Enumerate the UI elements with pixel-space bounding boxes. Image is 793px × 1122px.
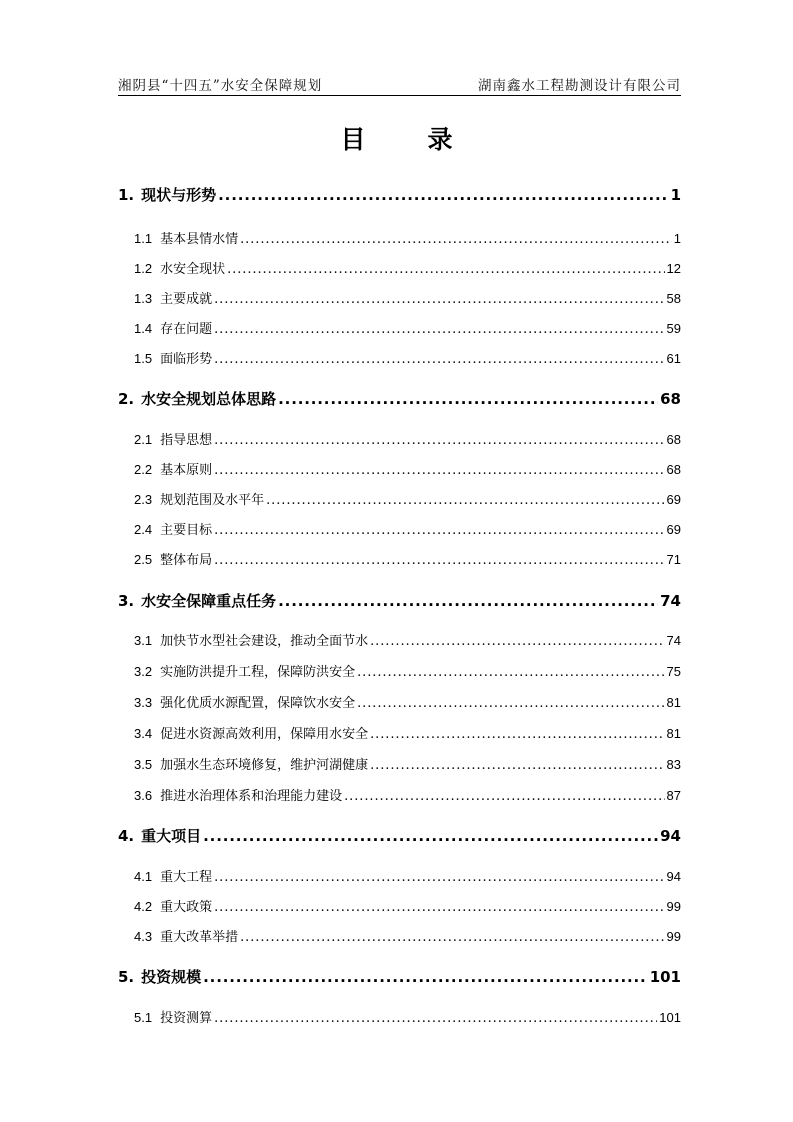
toc-number: 2.4 bbox=[134, 522, 153, 537]
toc-title: 重大改革举措 bbox=[160, 930, 239, 945]
toc-leader bbox=[344, 789, 664, 804]
toc-number: 5.1 bbox=[134, 1010, 153, 1025]
toc-page: 83 bbox=[666, 757, 681, 772]
toc-leader bbox=[218, 186, 668, 204]
toc-title: 主要目标 bbox=[160, 523, 213, 538]
toc-page: 58 bbox=[666, 291, 681, 306]
toc-leader bbox=[214, 463, 664, 478]
toc-page: 1 bbox=[670, 186, 681, 204]
toc-leader bbox=[278, 390, 658, 408]
toc-leader bbox=[240, 232, 672, 247]
toc-entry[interactable] bbox=[118, 896, 681, 915]
toc-title: 面临形势 bbox=[160, 352, 213, 367]
header-company-name: 湖南鑫水工程勘测设计有限公司 bbox=[478, 78, 681, 94]
toc-number: 1. bbox=[118, 186, 135, 204]
toc-leader bbox=[370, 727, 664, 742]
toc-leader bbox=[357, 696, 664, 711]
toc-title: 水安全现状 bbox=[160, 262, 226, 277]
toc-page: 101 bbox=[649, 968, 681, 986]
toc-entry[interactable] bbox=[118, 692, 681, 711]
toc-page: 81 bbox=[666, 695, 681, 710]
toc-leader bbox=[278, 592, 658, 610]
toc-title: 存在问题 bbox=[160, 322, 213, 337]
toc-title: 水安全规划总体思路 bbox=[141, 390, 277, 408]
toc-page: 81 bbox=[666, 726, 681, 741]
toc-number: 2.1 bbox=[134, 432, 153, 447]
toc-entry[interactable] bbox=[118, 459, 681, 478]
toc-page: 68 bbox=[666, 462, 681, 477]
toc-entry[interactable] bbox=[118, 258, 681, 277]
toc-title: 促进水资源高效利用，保障用水安全 bbox=[160, 727, 369, 742]
header-document-title: 湘阴县“十四五”水安全保障规划 bbox=[118, 78, 323, 94]
toc-title: 加快节水型社会建设，推动全面节水 bbox=[160, 634, 369, 649]
page-title: 目录 bbox=[340, 125, 515, 154]
toc-number: 4.3 bbox=[134, 929, 153, 944]
toc-entry[interactable] bbox=[118, 388, 681, 409]
toc-title: 重大项目 bbox=[141, 827, 202, 845]
toc-entry[interactable] bbox=[118, 825, 681, 846]
toc-page: 69 bbox=[666, 492, 681, 507]
toc-number: 2.2 bbox=[134, 462, 153, 477]
toc-leader bbox=[214, 292, 664, 307]
toc-leader bbox=[214, 900, 664, 915]
toc-number: 4.2 bbox=[134, 899, 153, 914]
toc-number: 4.1 bbox=[134, 869, 153, 884]
toc-page: 68 bbox=[666, 432, 681, 447]
toc-number: 5. bbox=[118, 968, 135, 986]
toc-title: 重大工程 bbox=[160, 870, 213, 885]
toc-leader bbox=[227, 262, 664, 277]
toc-page: 101 bbox=[659, 1010, 681, 1025]
header-divider bbox=[118, 95, 681, 96]
toc-page: 69 bbox=[666, 522, 681, 537]
toc-page: 74 bbox=[660, 592, 681, 610]
toc-number: 1.3 bbox=[134, 291, 153, 306]
toc-entry[interactable] bbox=[118, 318, 681, 337]
toc-title: 加强水生态环境修复，维护河湖健康 bbox=[160, 758, 369, 773]
toc-number: 3.2 bbox=[134, 664, 153, 679]
toc-entry[interactable] bbox=[118, 519, 681, 538]
toc-entry[interactable] bbox=[118, 754, 681, 773]
toc-number: 2.3 bbox=[134, 492, 153, 507]
toc-title: 投资规模 bbox=[141, 968, 202, 986]
toc-page: 12 bbox=[666, 261, 681, 276]
toc-leader bbox=[214, 433, 664, 448]
toc-page: 68 bbox=[660, 390, 681, 408]
toc-leader bbox=[203, 827, 658, 845]
toc-page: 71 bbox=[666, 552, 681, 567]
toc-title: 水安全保障重点任务 bbox=[141, 592, 277, 610]
toc-page: 59 bbox=[666, 321, 681, 336]
toc-page: 94 bbox=[660, 827, 681, 845]
toc-title: 指导思想 bbox=[160, 433, 213, 448]
toc-entry[interactable] bbox=[118, 228, 681, 247]
toc-entry[interactable] bbox=[118, 429, 681, 448]
toc-number: 1.5 bbox=[134, 351, 153, 366]
toc-leader bbox=[370, 634, 664, 649]
toc-leader bbox=[214, 553, 664, 568]
toc-title: 现状与形势 bbox=[141, 186, 217, 204]
toc-leader bbox=[214, 523, 664, 538]
toc-number: 1.1 bbox=[134, 231, 153, 246]
toc-entry[interactable] bbox=[118, 489, 681, 508]
toc-page: 74 bbox=[666, 633, 681, 648]
toc-entry[interactable] bbox=[118, 926, 681, 945]
toc-leader bbox=[214, 322, 664, 337]
toc-number: 4. bbox=[118, 827, 135, 845]
toc-number: 1.2 bbox=[134, 261, 153, 276]
toc-title: 基本县情水情 bbox=[160, 232, 239, 247]
toc-title: 基本原则 bbox=[160, 463, 213, 478]
toc-page: 61 bbox=[666, 351, 681, 366]
toc-title: 推进水治理体系和治理能力建设 bbox=[160, 789, 343, 804]
toc-title: 规划范围及水平年 bbox=[160, 493, 265, 508]
toc-leader bbox=[357, 665, 664, 680]
toc-number: 3.6 bbox=[134, 788, 153, 803]
toc-leader bbox=[266, 493, 664, 508]
toc-title: 强化优质水源配置，保障饮水安全 bbox=[160, 696, 356, 711]
toc-number: 2.5 bbox=[134, 552, 153, 567]
toc-leader bbox=[370, 758, 664, 773]
toc-number: 1.4 bbox=[134, 321, 153, 336]
toc-leader bbox=[214, 352, 664, 367]
toc-leader bbox=[203, 968, 648, 986]
toc-number: 3. bbox=[118, 592, 135, 610]
toc-number: 3.3 bbox=[134, 695, 153, 710]
toc-number: 2. bbox=[118, 390, 135, 408]
toc-number: 3.1 bbox=[134, 633, 153, 648]
toc-page: 75 bbox=[666, 664, 681, 679]
toc-entry[interactable] bbox=[118, 661, 681, 680]
toc-title: 实施防洪提升工程，保障防洪安全 bbox=[160, 665, 356, 680]
toc-entry[interactable] bbox=[118, 723, 681, 742]
toc-title: 主要成就 bbox=[160, 292, 213, 307]
toc-entry[interactable] bbox=[118, 590, 681, 611]
toc-entry[interactable] bbox=[118, 630, 681, 649]
toc-entry[interactable] bbox=[118, 288, 681, 307]
toc-title: 整体布局 bbox=[160, 553, 213, 568]
header-bar bbox=[118, 74, 681, 94]
toc-leader bbox=[214, 870, 664, 885]
toc-page: 1 bbox=[673, 231, 681, 246]
toc-page: 94 bbox=[666, 869, 681, 884]
toc-number: 3.5 bbox=[134, 757, 153, 772]
toc-leader bbox=[214, 1011, 657, 1026]
toc-entry[interactable] bbox=[118, 184, 681, 205]
toc-number: 3.4 bbox=[134, 726, 153, 741]
toc-entry[interactable] bbox=[118, 549, 681, 568]
toc-title: 投资测算 bbox=[160, 1011, 213, 1026]
toc-entry[interactable] bbox=[118, 1007, 681, 1026]
toc-entry[interactable] bbox=[118, 866, 681, 885]
toc-entry[interactable] bbox=[118, 785, 681, 804]
toc-page: 87 bbox=[666, 788, 681, 803]
toc-entry[interactable] bbox=[118, 348, 681, 367]
toc-page: 99 bbox=[666, 899, 681, 914]
toc-title: 重大政策 bbox=[160, 900, 213, 915]
toc-page: 99 bbox=[666, 929, 681, 944]
toc-entry[interactable] bbox=[118, 966, 681, 987]
toc-leader bbox=[240, 930, 664, 945]
